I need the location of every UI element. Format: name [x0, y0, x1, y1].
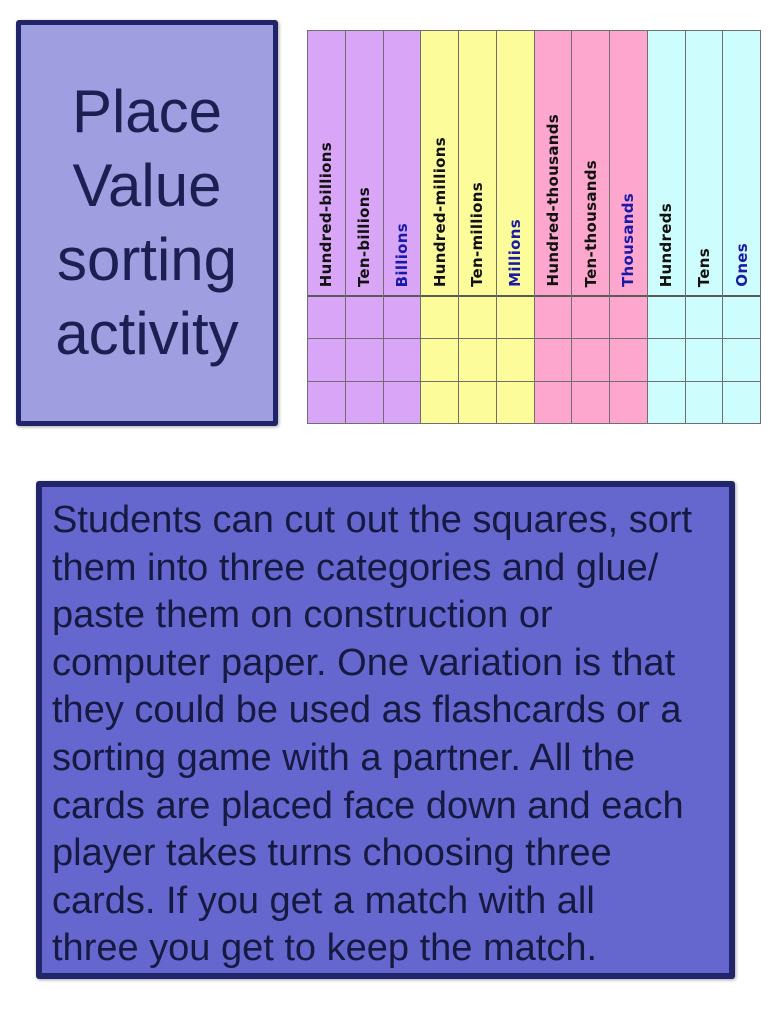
chart-empty-cell — [572, 382, 609, 423]
chart-empty-cell — [648, 297, 685, 339]
chart-column-label: Hundred-billions — [317, 141, 336, 287]
chart-empty-cell — [610, 297, 647, 339]
chart-empty-cell — [384, 382, 421, 423]
chart-empty-cell — [723, 297, 760, 339]
chart-column-header — [648, 31, 685, 297]
chart-column-header — [308, 31, 345, 297]
chart-empty-cell — [723, 339, 760, 381]
chart-empty-cell — [346, 297, 383, 339]
description-text: Students can cut out the squares, sort them into three categories and glue/ paste them on construction or computer paper. One variation is that they could be used as flashcards or a sorting game with a partner. All the cards are placed face down and each player takes turns choosing three cards. If you get a match with all three you get to keep the match. — [52, 499, 693, 970]
chart-column-header — [572, 31, 609, 297]
chart-empty-cell — [421, 297, 458, 339]
chart-column — [610, 31, 648, 423]
title-line-3: sorting — [56, 226, 238, 293]
chart-column-label: Ones — [732, 243, 751, 287]
description-box — [36, 481, 735, 979]
chart-empty-cell — [459, 297, 496, 339]
chart-column-header — [421, 31, 458, 297]
chart-column — [648, 31, 686, 423]
chart-empty-cell — [572, 297, 609, 339]
chart-empty-cell — [723, 382, 760, 423]
chart-column-header — [610, 31, 647, 297]
chart-column — [497, 31, 535, 423]
chart-column-label: Ten-thousands — [581, 159, 600, 287]
title-box — [16, 20, 278, 426]
page-title — [55, 75, 238, 371]
chart-column-label: Billions — [392, 222, 411, 287]
chart-column-label: Hundred-thousands — [543, 114, 562, 287]
chart-empty-cell — [610, 382, 647, 423]
chart-column — [723, 31, 760, 423]
chart-column-header — [459, 31, 496, 297]
chart-column — [535, 31, 573, 423]
chart-empty-cell — [535, 339, 572, 381]
chart-column — [459, 31, 497, 423]
chart-column-label: Millions — [506, 219, 525, 287]
chart-empty-cell — [308, 297, 345, 339]
chart-empty-cell — [384, 339, 421, 381]
chart-column — [421, 31, 459, 423]
chart-column-label: Hundreds — [657, 202, 676, 287]
chart-empty-cell — [686, 382, 723, 423]
place-value-chart — [307, 30, 761, 424]
chart-empty-cell — [535, 297, 572, 339]
chart-column-header — [723, 31, 760, 297]
chart-empty-cell — [648, 339, 685, 381]
chart-empty-cell — [308, 339, 345, 381]
chart-empty-cell — [497, 297, 534, 339]
chart-column — [346, 31, 384, 423]
chart-column — [384, 31, 422, 423]
chart-empty-cell — [686, 339, 723, 381]
chart-empty-cell — [686, 297, 723, 339]
chart-empty-cell — [384, 297, 421, 339]
chart-empty-cell — [535, 382, 572, 423]
chart-empty-cell — [459, 382, 496, 423]
chart-empty-cell — [421, 382, 458, 423]
chart-column-label: Ten-billions — [355, 186, 374, 287]
chart-empty-cell — [610, 339, 647, 381]
chart-column-header — [497, 31, 534, 297]
title-line-4: activity — [55, 300, 239, 367]
chart-column-header — [686, 31, 723, 297]
chart-column-header — [535, 31, 572, 297]
chart-empty-cell — [497, 382, 534, 423]
chart-column — [686, 31, 724, 423]
chart-column-label: Thousands — [619, 193, 638, 287]
title-line-2: Value — [72, 152, 222, 219]
chart-empty-cell — [459, 339, 496, 381]
chart-column — [572, 31, 610, 423]
chart-empty-cell — [572, 339, 609, 381]
chart-empty-cell — [497, 339, 534, 381]
chart-column-header — [346, 31, 383, 297]
chart-empty-cell — [648, 382, 685, 423]
chart-column-label: Ten-millions — [468, 181, 487, 287]
title-line-1: Place — [71, 78, 223, 145]
chart-column-header — [384, 31, 421, 297]
chart-empty-cell — [308, 382, 345, 423]
chart-column-label: Tens — [694, 247, 713, 287]
chart-empty-cell — [346, 382, 383, 423]
chart-empty-cell — [346, 339, 383, 381]
chart-column-label: Hundred-millions — [430, 136, 449, 287]
chart-empty-cell — [421, 339, 458, 381]
chart-column — [308, 31, 346, 423]
